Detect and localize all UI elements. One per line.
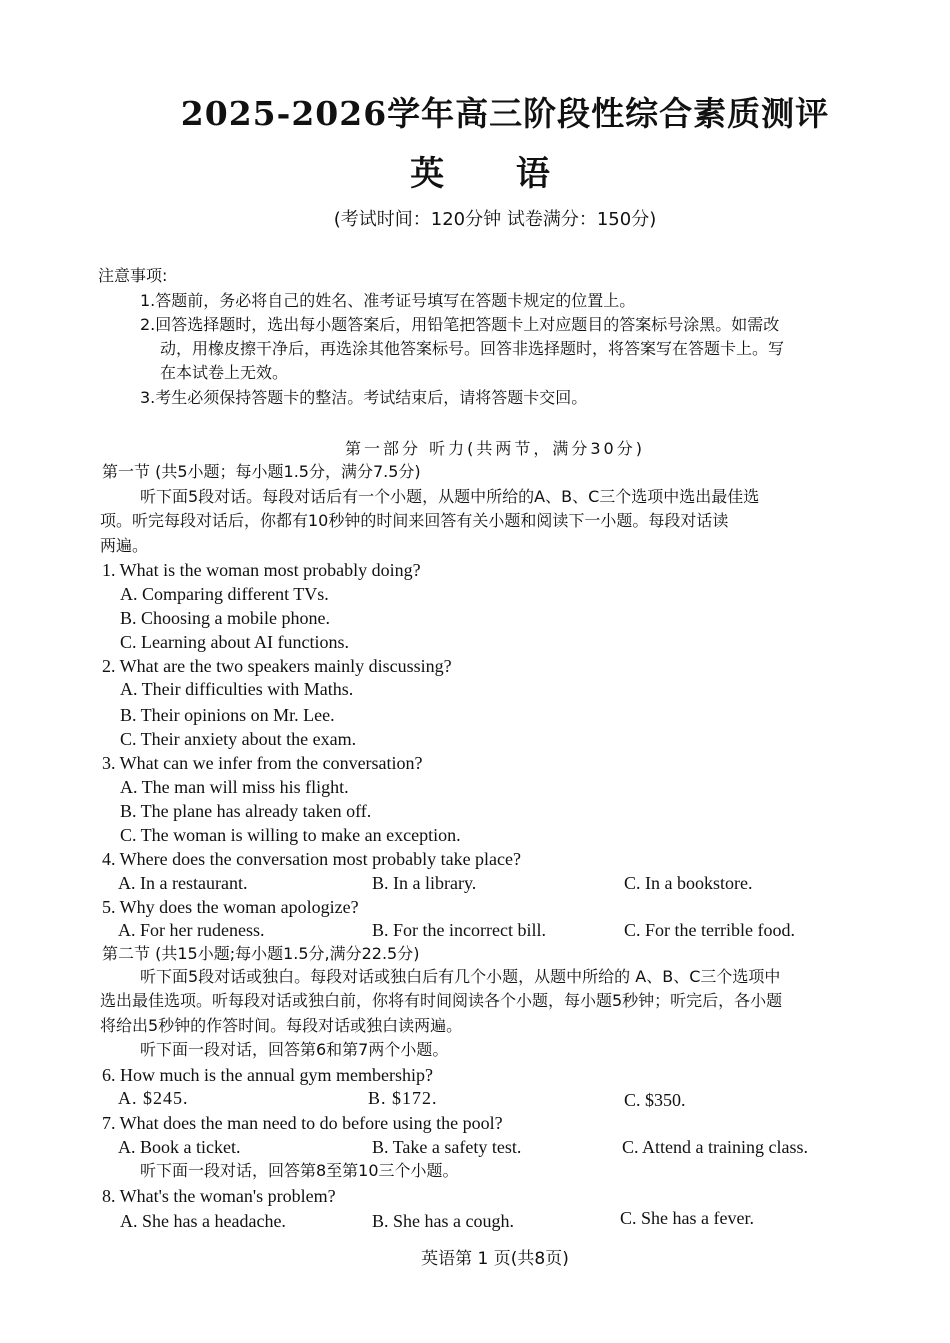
question-2-option-a: A. Their difficulties with Maths. <box>120 679 354 699</box>
question-6-option-c: C. $350. <box>624 1090 686 1110</box>
question-4-option-b: B. In a library. <box>372 873 477 893</box>
question-6-stem: 6. How much is the annual gym membership? <box>102 1065 433 1085</box>
question-3-stem: 3. What can we infer from the conversation? <box>102 753 423 773</box>
question-8-option-a: A. She has a headache. <box>120 1211 286 1231</box>
section-2-instruction-line-2: 选出最佳选项。听每段对话或独白前，你将有时间阅读各个小题，每小题5秒钟；听完后，各小题 <box>100 991 783 1010</box>
question-4-option-c: C. In a bookstore. <box>624 873 753 893</box>
question-1-option-a: A. Comparing different TVs. <box>120 584 329 604</box>
question-5-stem: 5. Why does the woman apologize? <box>102 897 359 917</box>
notice-item-2-line-3: 在本试卷上无效。 <box>160 363 289 382</box>
part-1-heading: 第一部分 听力(共两节，满分30分) <box>345 439 645 458</box>
notice-heading: 注意事项: <box>98 266 168 285</box>
question-3-option-a: A. The man will miss his flight. <box>120 777 349 797</box>
question-6-option-a: A. $245. <box>118 1088 189 1108</box>
dialog-8-10-instruction: 听下面一段对话，回答第8至第10三个小题。 <box>140 1161 459 1180</box>
question-5-option-c: C. For the terrible food. <box>624 920 795 940</box>
question-7-option-a: A. Book a ticket. <box>118 1137 241 1157</box>
question-4-stem: 4. Where does the conversation most probably take place? <box>102 849 522 869</box>
question-2-stem: 2. What are the two speakers mainly discussing? <box>102 656 452 676</box>
exam-time-score: (考试时间：120分钟 试卷满分：150分) <box>333 209 657 230</box>
section-1-instruction-line-2: 项。听完每段对话后，你都有10秒钟的时间来回答有关小题和阅读下一小题。每段对话读 <box>100 511 729 530</box>
question-2-option-b: B. Their opinions on Mr. Lee. <box>120 705 335 725</box>
question-4-option-a: A. In a restaurant. <box>118 873 248 893</box>
question-7-stem: 7. What does the man need to do before using the pool? <box>102 1113 503 1133</box>
question-8-stem: 8. What's the woman's problem? <box>102 1186 336 1206</box>
notice-item-2-line-2: 动，用橡皮擦干净后，再选涂其他答案标号。回答非选择题时，将答案写在答题卡上。写 <box>160 339 785 358</box>
section-1-heading: 第一节 (共5小题；每小题1.5分，满分7.5分) <box>102 462 421 481</box>
question-1-stem: 1. What is the woman most probably doing? <box>102 560 421 580</box>
question-7-option-b: B. Take a safety test. <box>372 1137 522 1157</box>
page-footer: 英语第 1 页(共8页) <box>421 1249 569 1269</box>
question-5-option-a: A. For her rudeness. <box>118 920 265 940</box>
question-8-option-c: C. She has a fever. <box>620 1208 754 1228</box>
section-2-instruction-line-3: 将给出5秒钟的作答时间。每段对话或独白读两遍。 <box>100 1016 463 1035</box>
notice-item-1: 1.答题前，务必将自己的姓名、准考证号填写在答题卡规定的位置上。 <box>140 291 636 310</box>
question-7-option-c: C. Attend a training class. <box>622 1137 808 1157</box>
notice-item-2-line-1: 2.回答选择题时，选出每小题答案后，用铅笔把答题卡上对应题目的答案标号涂黑。如需改 <box>140 315 780 334</box>
question-1-option-c: C. Learning about AI functions. <box>120 632 349 652</box>
notice-item-3: 3.考生必须保持答题卡的整洁。考试结束后，请将答题卡交回。 <box>140 388 588 407</box>
exam-title: 2025-2026学年高三阶段性综合素质测评 <box>180 94 830 133</box>
question-3-option-c: C. The woman is willing to make an exception. <box>120 825 461 845</box>
section-2-heading: 第二节 (共15小题;每小题1.5分,满分22.5分) <box>102 944 420 963</box>
question-3-option-b: B. The plane has already taken off. <box>120 801 372 821</box>
question-2-option-c: C. Their anxiety about the exam. <box>120 729 357 749</box>
question-5-option-b: B. For the incorrect bill. <box>372 920 546 940</box>
question-6-option-b: B. $172. <box>368 1088 438 1108</box>
subject-title: 英 语 <box>410 154 580 194</box>
question-1-option-b: B. Choosing a mobile phone. <box>120 608 330 628</box>
question-8-option-b: B. She has a cough. <box>372 1211 514 1231</box>
section-1-instruction-line-3: 两遍。 <box>100 536 149 555</box>
dialog-6-7-instruction: 听下面一段对话，回答第6和第7两个小题。 <box>140 1040 449 1059</box>
section-1-instruction-line-1: 听下面5段对话。每段对话后有一个小题，从题中所给的A、B、C三个选项中选出最佳选 <box>140 487 760 506</box>
section-2-instruction-line-1: 听下面5段对话或独白。每段对话或独白后有几个小题，从题中所给的 A、B、C三个选项中 <box>140 967 781 986</box>
